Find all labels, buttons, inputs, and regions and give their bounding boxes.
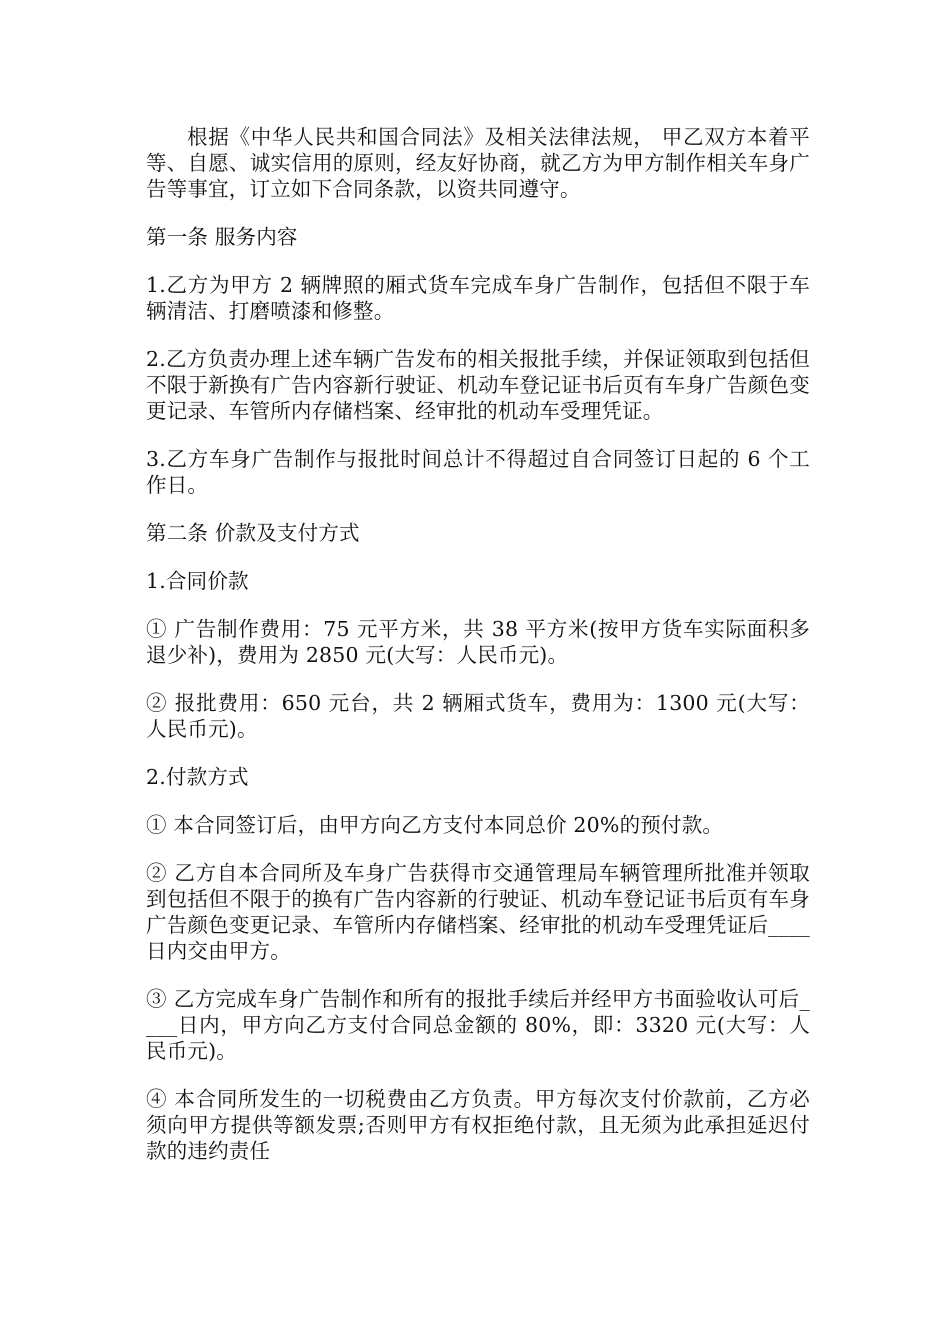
clause-2-1-heading: 1.合同价款 — [146, 569, 249, 593]
document-body — [146, 124, 810, 1186]
clause-1-2: 2.乙方负责办理上述车辆广告发布的相关报批手续，并保证领取到包括但不限于新换有广告内容新行驶证、机动车登记证书后页有车身广告颜色变更记录、车管所内存储档案、经审批的机动车受理凭证。 — [146, 347, 810, 423]
article-1-heading: 第一条 服务内容 — [146, 225, 298, 249]
clause-1-1: 1.乙方为甲方 2 辆牌照的厢式货车完成车身广告制作，包括但不限于车辆清洁、打磨喷漆和修整。 — [146, 273, 810, 323]
payment-item-4: ④ 本合同所发生的一切税费由乙方负责。甲方每次支付价款前，乙方必须向甲方提供等额发票;否则甲方有权拒绝付款，且无须为此承担延迟付款的违约责任 — [146, 1087, 810, 1163]
payment-item-3: ③ 乙方完成车身广告制作和所有的报批手续后并经甲方书面验收认可后____日内，甲方向乙方支付合同总金额的 80%，即：3320 元(大写：人民币元)。 — [146, 987, 810, 1063]
payment-item-2: ② 乙方自本合同所及车身广告获得市交通管理局车辆管理所批准并领取到包括但不限于的换有广告内容新的行驶证、机动车登记证书后页有车身广告颜色变更记录、车管所内存储档案、经审批的机动车受理凭证后____日内交由甲方。 — [146, 861, 810, 963]
article-2-heading: 第二条 价款及支付方式 — [146, 521, 360, 545]
clause-1-3: 3.乙方车身广告制作与报批时间总计不得超过自合同签订日起的 6 个工作日。 — [146, 447, 810, 497]
payment-item-1: ① 本合同签订后，由甲方向乙方支付本同总价 20%的预付款。 — [146, 813, 724, 837]
price-item-1: ① 广告制作费用：75 元平方米，共 38 平方米(按甲方货车实际面积多退少补)，费用为 2850 元(大写：人民币元)。 — [146, 617, 810, 667]
clause-2-2-heading: 2.付款方式 — [146, 765, 249, 789]
preamble-paragraph: 根据《中华人民共和国合同法》及相关法律法规， 甲乙双方本着平等、自愿、诚实信用的原则，经友好协商，就乙方为甲方制作相关车身广告等事宜，订立如下合同条款，以资共同遵守。 — [146, 125, 810, 201]
price-item-2: ② 报批费用：650 元台，共 2 辆厢式货车，费用为：1300 元(大写：人民币元)。 — [146, 691, 810, 741]
